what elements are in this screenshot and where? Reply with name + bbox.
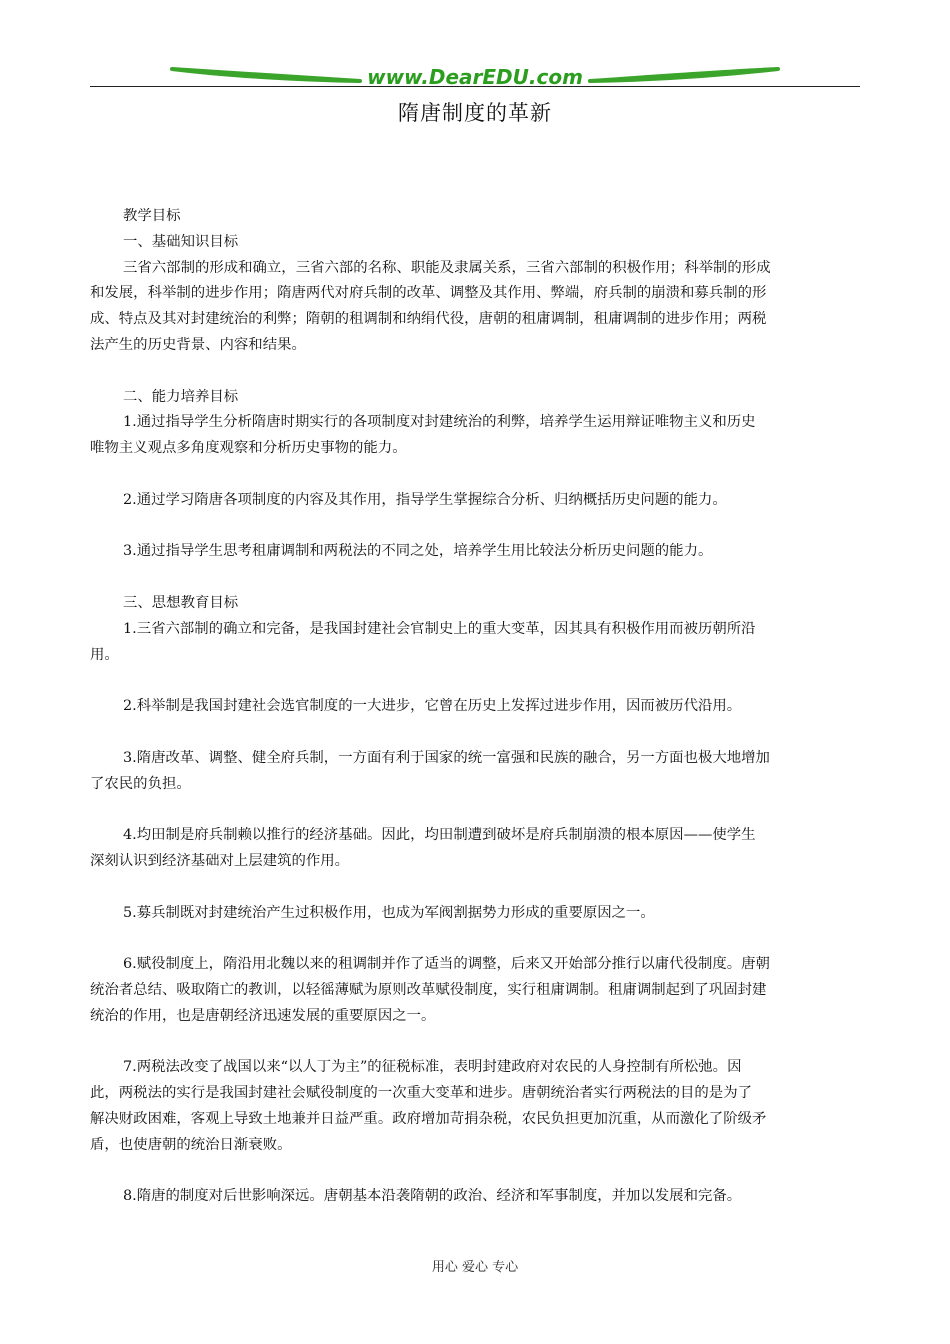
section-1-paragraph: 三省六部制的形成和确立，三省六部的名称、职能及隶属关系，三省六部制的积极作用；科举制的形成 和发展，科举制的进步作用；隋唐两代对府兵制的改革、调整及其作用、弊端，府兵制的崩溃和募兵制的形 成、特点及其对封建统治的利弊；隋朝的租调制和纳绢代役，唐朝的租庸调制，租庸调制的进步作用；两税 法产生的历史背景、内容和结果。	[90, 259, 771, 353]
section-2-paragraph-1: 1.通过指导学生分析隋唐时期实行的各项制度对封建统治的利弊，培养学生运用辩证唯物主义和历史 唯物主义观点多角度观察和分析历史事物的能力。	[90, 414, 756, 457]
section-3-paragraph-4: 4.均田制是府兵制赖以推行的经济基础。因此，均田制遭到破坏是府兵制崩溃的根本原因——使学生 深刻认识到经济基础对上层建筑的作用。	[90, 827, 756, 869]
section-3-paragraph-5: 5.募兵制既对封建统治产生过积极作用，也成为军阀割据势力形成的重要原因之一。	[123, 904, 655, 921]
section-3-paragraph-6: 6.赋役制度上，隋沿用北魏以来的租调制并作了适当的调整，后来又开始部分推行以庸代役制度。唐朝 统治者总结、吸取隋亡的教训，以轻徭薄赋为原则改革赋役制度，实行租庸调制。租庸调制起到了巩固封建 统治的作用，也是唐朝经济迅速发展的重要原因之一。	[90, 956, 770, 1024]
section-3-paragraph-2: 2.科举制是我国封建社会选官制度的一大进步，它曾在历史上发挥过进步作用，因而被历代沿用。	[123, 698, 742, 715]
objectives-heading: 教学目标	[123, 208, 181, 224]
section-3-heading: 三、思想教育目标	[123, 594, 239, 611]
section-2-heading: 二、能力培养目标	[123, 388, 239, 405]
document-body	[90, 204, 862, 1210]
document-title: 隋唐制度的革新	[398, 101, 552, 125]
section-2-paragraph-2: 2.通过学习隋唐各项制度的内容及其作用，指导学生掌握综合分析、归纳概括历史问题的能力。	[123, 491, 727, 508]
left-swoosh	[172, 69, 360, 81]
header-rule	[90, 86, 860, 87]
right-swoosh	[590, 69, 778, 81]
section-1-heading: 一、基础知识目标	[123, 233, 239, 250]
section-3-paragraph-8: 8.隋唐的制度对后世影响深远。唐朝基本沿袭隋朝的政治、经济和军事制度，并加以发展和完备。	[123, 1188, 742, 1205]
section-3-paragraph-7: 7.两税法改变了战国以来“以人丁为主”的征税标准，表明封建政府对农民的人身控制有所松弛。因 此，两税法的实行是我国封建社会赋役制度的一次重大变革和进步。唐朝统治者实行两税法的目的是为了 解决财政困难，客观上导致土地兼并日益严重。政府增加苛捐杂税，农民负担更加沉重，从而激化了阶级矛 盾，也使唐朝的统治日渐衰败。	[90, 1059, 767, 1153]
page-footer: 用心 爱心 专心	[431, 1260, 519, 1275]
logo-text: www.DearEDU.com	[367, 65, 583, 89]
header-logo	[170, 60, 780, 92]
section-3-paragraph-3: 3.隋唐改革、调整、健全府兵制，一方面有利于国家的统一富强和民族的融合，另一方面也极大地增加 了农民的负担。	[90, 749, 770, 792]
section-2-paragraph-3: 3.通过指导学生思考租庸调制和两税法的不同之处，培养学生用比较法分析历史问题的能力。	[123, 543, 713, 560]
section-3-paragraph-1: 1.三省六部制的确立和完备，是我国封建社会官制史上的重大变革，因其具有积极作用而被历朝所沿 用。	[90, 620, 756, 663]
